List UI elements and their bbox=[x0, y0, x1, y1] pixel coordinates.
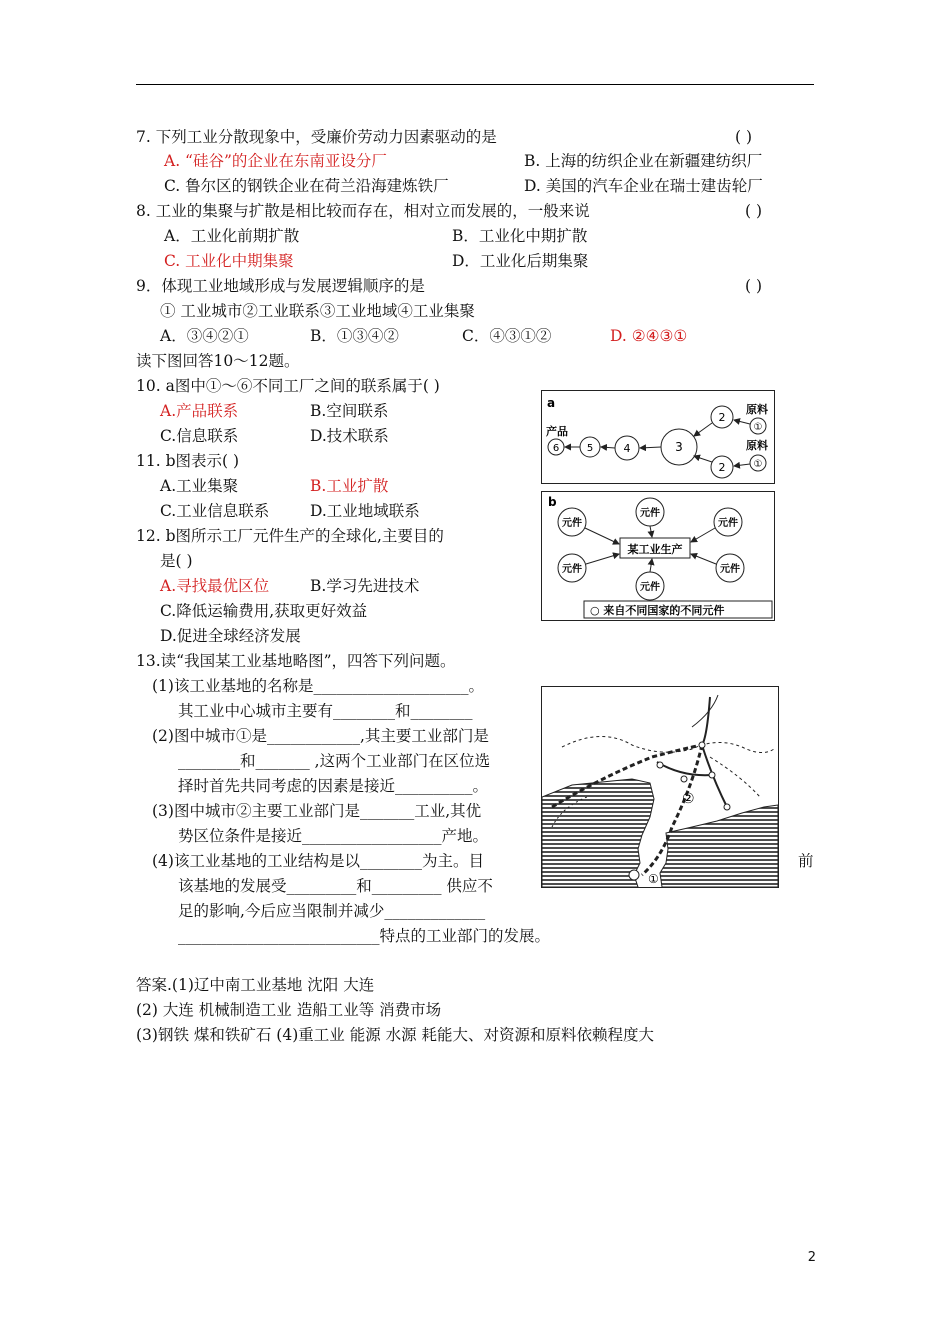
q10-option-d: D.技术联系 bbox=[310, 427, 389, 445]
q10-option-b: B.空间联系 bbox=[310, 402, 389, 420]
q10-option-a: A.产品联系 bbox=[160, 402, 239, 420]
figure-b-component-globalization bbox=[541, 491, 775, 621]
page-number: 2 bbox=[807, 1250, 816, 1265]
answer-line-2: (2) 大连 机械制造工业 造船工业等 消费市场 bbox=[136, 1001, 442, 1019]
q9-items: ① 工业城市②工业联系③工业地域④工业集聚 bbox=[160, 302, 475, 320]
svg-text:元件: 元件 bbox=[720, 564, 740, 575]
q11-option-a: A.工业集聚 bbox=[160, 477, 239, 495]
figure-a-product-linkage bbox=[541, 390, 775, 484]
q13-line-8: (4)该工业基地的工业结构是以________为主。目 bbox=[152, 852, 484, 870]
fig-a-raw-label-bottom: 原料 bbox=[746, 439, 768, 452]
q8-stem: 8. 工业的集聚与扩散是相比较而存在，相对立而发展的，一般来说 bbox=[136, 202, 590, 220]
q13-line-2: 其工业中心城市主要有________和________ bbox=[178, 702, 473, 720]
svg-text:5: 5 bbox=[586, 443, 594, 454]
fig-a-label: a bbox=[547, 396, 556, 410]
q11-stem: 11. b图表示( ) bbox=[136, 452, 240, 470]
q9-option-d: D. ②④③① bbox=[610, 327, 688, 345]
q12-option-a: A.寻找最优区位 bbox=[160, 577, 270, 595]
svg-text:元件: 元件 bbox=[640, 582, 660, 593]
q13-line-3: (2)图中城市①是____________,其主要工业部门是 bbox=[152, 727, 489, 745]
map-city-1: ① bbox=[648, 872, 659, 886]
svg-text:6: 6 bbox=[552, 443, 560, 454]
intro-10-12: 读下图回答10～12题。 bbox=[136, 352, 300, 370]
q10-option-c: C.信息联系 bbox=[160, 427, 239, 445]
q13-line-6: (3)图中城市②主要工业部门是_______工业,其优 bbox=[152, 802, 482, 820]
industrial-base-map bbox=[541, 686, 779, 888]
q13-line-9: 该基地的发展受_________和_________ 供应不 bbox=[178, 877, 493, 895]
q7-option-b: B. 上海的纺织企业在新疆建纺织厂 bbox=[524, 152, 763, 170]
svg-text:①: ① bbox=[753, 459, 763, 470]
svg-text:元件: 元件 bbox=[562, 518, 582, 529]
q9-answer-paren: ( ) bbox=[745, 277, 763, 295]
q7-option-a: A. “硅谷”的企业在东南亚设分厂 bbox=[164, 152, 387, 170]
q11-option-c: C.工业信息联系 bbox=[160, 502, 270, 520]
q8-option-a: A．工业化前期扩散 bbox=[164, 227, 300, 245]
svg-text:2: 2 bbox=[718, 461, 726, 474]
q7-option-c: C. 鲁尔区的钢铁企业在荷兰沿海建炼铁厂 bbox=[164, 177, 449, 195]
q9-option-a: A．③④②① bbox=[160, 327, 249, 345]
svg-text:元件: 元件 bbox=[718, 518, 738, 529]
q11-option-d: D.工业地域联系 bbox=[310, 502, 420, 520]
q13-line-4: ________和_______ ,这两个工业部门在区位选 bbox=[178, 752, 491, 770]
q10-stem: 10. a图中①～⑥不同工厂之间的联系属于( ) bbox=[136, 377, 440, 395]
q13-line-8-tail: 前 bbox=[798, 852, 814, 870]
q8-option-b: B．工业化中期扩散 bbox=[452, 227, 588, 245]
q9-option-c: C．④③①② bbox=[462, 327, 552, 345]
answer-line-3: (3)钢铁 煤和铁矿石 (4)重工业 能源 水源 耗能大、对资源和原料依赖程度大 bbox=[136, 1026, 655, 1044]
q12-stem: 12. b图所示工厂元件生产的全球化,主要目的 bbox=[136, 527, 444, 545]
q7-stem: 7. 下列工业分散现象中，受廉价劳动力因素驱动的是 bbox=[136, 128, 497, 146]
q13-line-10: 足的影响,今后应当限制并减少_____________ bbox=[178, 902, 486, 920]
fig-a-product-label: 产品 bbox=[546, 425, 568, 438]
q12-option-d: D.促进全球经济发展 bbox=[160, 627, 301, 645]
q13-stem: 13.读“我国某工业基地略图”，四答下列问题。 bbox=[136, 652, 456, 670]
q8-option-c: C. 工业化中期集聚 bbox=[164, 252, 294, 270]
q12-option-b: B.学习先进技术 bbox=[310, 577, 420, 595]
q13-line-1: (1)该工业基地的名称是____________________。 bbox=[152, 677, 484, 695]
answer-line-1: 答案.(1)辽中南工业基地 沈阳 大连 bbox=[136, 976, 375, 994]
q11-option-b: B.工业扩散 bbox=[310, 477, 389, 495]
fig-b-center-label: 某工业生产 bbox=[627, 543, 683, 556]
fig-a-raw-label-top: 原料 bbox=[746, 403, 768, 416]
q13-line-7: 势区位条件是接近__________________产地。 bbox=[178, 827, 489, 845]
header-rule bbox=[136, 84, 814, 85]
q7-answer-paren: ( ) bbox=[735, 128, 753, 146]
map-city-2: ② bbox=[682, 791, 695, 807]
q12-option-c: C.降低运输费用,获取更好效益 bbox=[160, 602, 368, 620]
q7-option-d: D. 美国的汽车企业在瑞士建齿轮厂 bbox=[524, 177, 763, 195]
q8-answer-paren: ( ) bbox=[745, 202, 763, 220]
fig-b-legend: ○ 来自不同国家的不同元件 bbox=[590, 604, 725, 617]
svg-text:元件: 元件 bbox=[640, 508, 660, 519]
q9-stem: 9．体现工业地域形成与发展逻辑顺序的是 bbox=[136, 277, 425, 295]
svg-text:①: ① bbox=[753, 422, 763, 433]
q13-line-5: 择时首先共同考虑的因素是接近__________。 bbox=[178, 777, 489, 795]
fig-b-label: b bbox=[548, 495, 557, 509]
q8-option-d: D．工业化后期集聚 bbox=[452, 252, 589, 270]
q12-stem-cont: 是( ) bbox=[160, 552, 193, 570]
svg-text:4: 4 bbox=[623, 442, 631, 455]
q13-line-11: __________________________特点的工业部门的发展。 bbox=[178, 927, 551, 945]
svg-text:3: 3 bbox=[675, 440, 683, 454]
svg-text:2: 2 bbox=[718, 411, 726, 424]
svg-text:元件: 元件 bbox=[562, 564, 582, 575]
map-boundary bbox=[562, 736, 774, 752]
q9-option-b: B．①③④② bbox=[310, 327, 399, 345]
